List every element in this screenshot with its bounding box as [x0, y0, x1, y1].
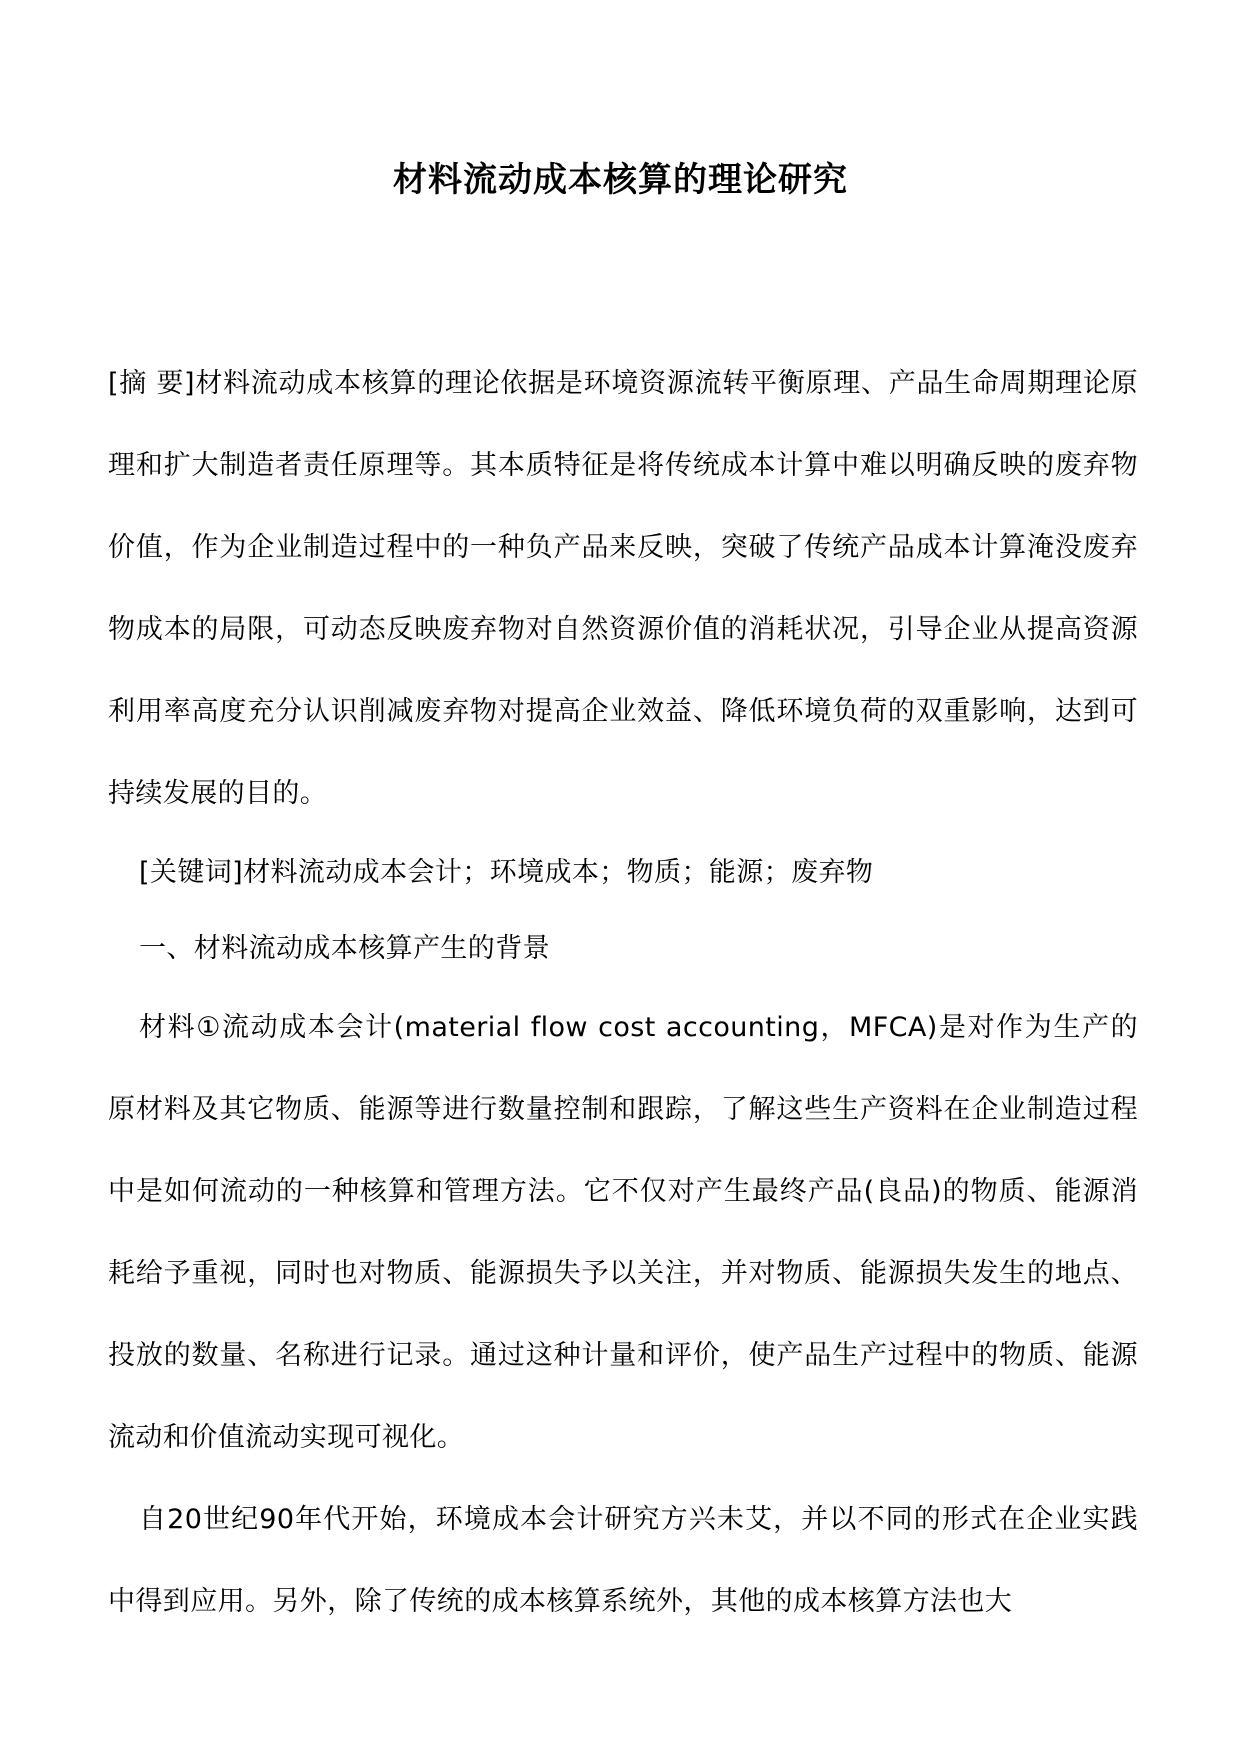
keywords-paragraph: [关键词]材料流动成本会计；环境成本；物质；能源；废弃物: [139, 857, 874, 888]
document-body: [108, 343, 1138, 1643]
body-paragraph-history: 自20世纪90年代开始，环境成本会计研究方兴未艾，并以不同的形式在企业实践中得到应用。另外，除了传统的成本核算系统外，其他的成本核算方法也大: [108, 1504, 1138, 1617]
body-paragraph-mfca: 材料①流动成本会计(material flow cost accounting，MFCA)是对作为生产的原材料及其它物质、能源等进行数量控制和跟踪，了解这些生产资料在企业制造过程中是如何流动的一种核算和管理方法。它不仅对产生最终产品(良品)的物质、能源消耗给予重视，同时也对物质、能源损失予以关注，并对物质、能源损失发生的地点、投放的数量、名称进行记录。通过这种计量和评价，使产品生产过程中的物质、能源流动和价值流动实现可视化。: [108, 1012, 1138, 1453]
abstract-paragraph: [摘 要]材料流动成本核算的理论依据是环境资源流转平衡原理、产品生命周期理论原理和扩大制造者责任原理等。其本质特征是将传统成本计算中难以明确反映的废弃物价值，作为企业制造过程中的一种负产品来反映，突破了传统产品成本计算淹没废弃物成本的局限，可动态反映废弃物对自然资源价值的消耗状况，引导企业从提高资源利用率高度充分认识削减废弃物对提高企业效益、降低环境负荷的双重影响，达到可持续发展的目的。: [108, 368, 1138, 809]
document-title: 材料流动成本核算的理论研究: [393, 160, 848, 200]
section-heading: 一、材料流动成本核算产生的背景: [139, 933, 550, 964]
